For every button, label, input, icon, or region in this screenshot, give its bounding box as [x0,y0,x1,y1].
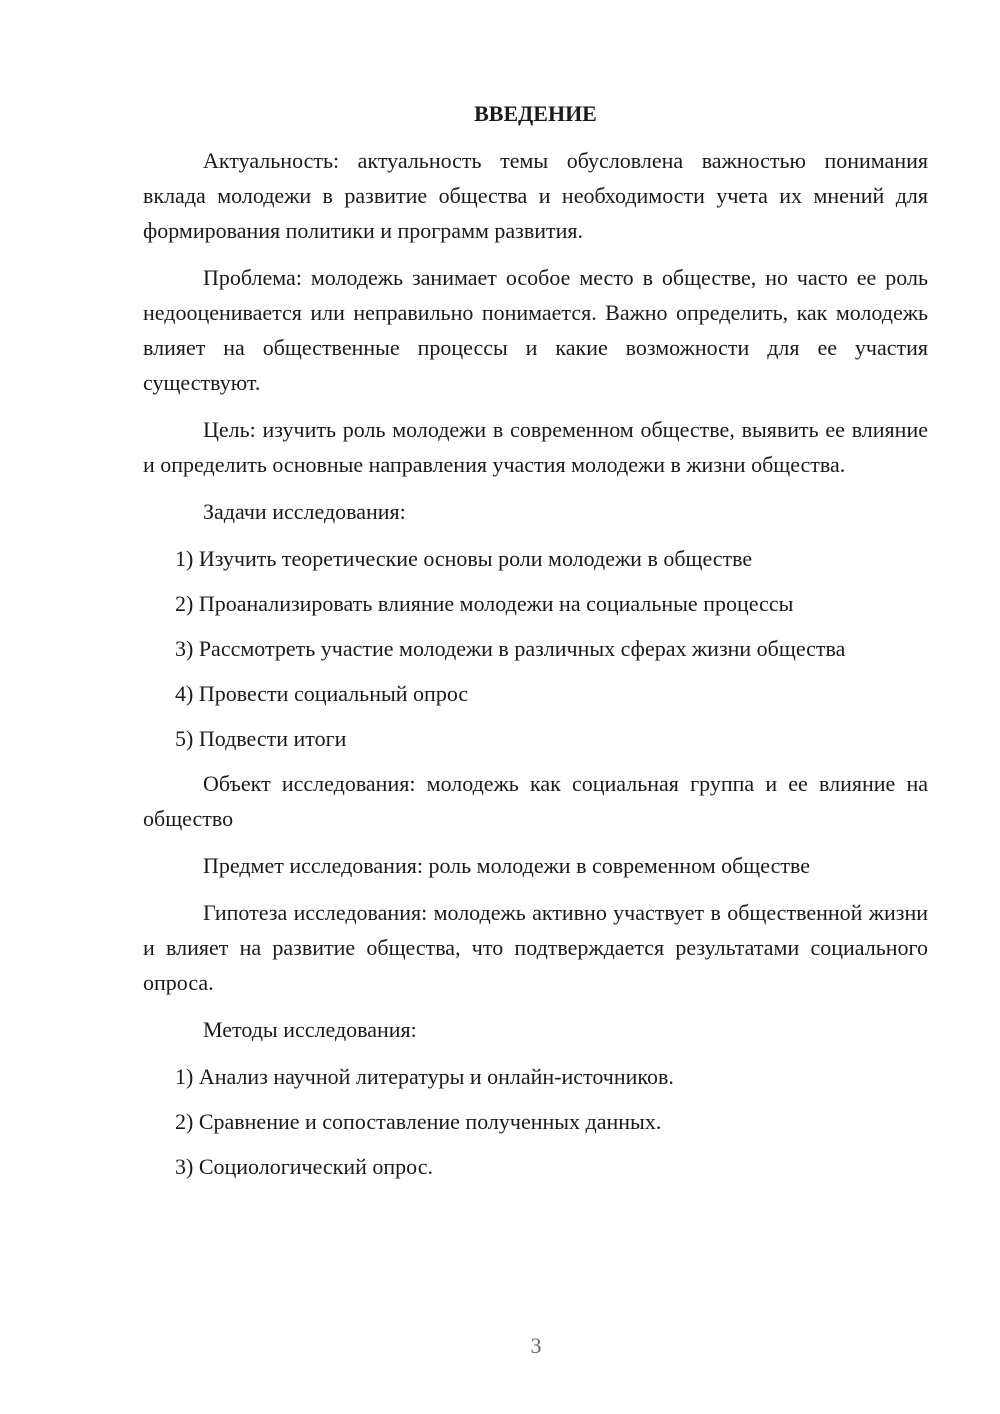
method-item: 2) Сравнение и сопоставление полученных данных. [175,1109,662,1134]
object-paragraph: Объект исследования: молодежь как социальная группа и ее влияние на общество [143,771,928,831]
page-content [143,96,928,1194]
section-heading: ВВЕДЕНИЕ [474,101,597,126]
problem-paragraph: Проблема: молодежь занимает особое место в обществе, но часто ее роль недооценивается или неправильно понимается. Важно определить, как молодежь влияет на общественные процессы и какие возможности для ее участия существуют. [143,265,928,395]
task-item: 1) Изучить теоретические основы роли молодежи в обществе [175,546,753,571]
task-item: 3) Рассмотреть участие молодежи в различных сферах жизни общества [175,636,846,661]
method-item: 1) Анализ научной литературы и онлайн-источников. [175,1064,674,1089]
relevance-paragraph: Актуальность: актуальность темы обусловлена важностью понимания вклада молодежи в развитие общества и необходимости учета их мнений для формирования политики и программ развития. [143,148,928,243]
method-item: 3) Социологический опрос. [175,1154,433,1179]
task-item: 5) Подвести итоги [175,726,347,751]
subject-paragraph: Предмет исследования: роль молодежи в современном обществе [203,853,810,878]
goal-paragraph: Цель: изучить роль молодежи в современном обществе, выявить ее влияние и определить основные направления участия молодежи в жизни общества. [143,417,928,477]
hypothesis-paragraph: Гипотеза исследования: молодежь активно участвует в общественной жизни и влияет на развитие общества, что подтверждается результатами социального опроса. [143,900,928,995]
task-item: 4) Провести социальный опрос [175,681,469,706]
tasks-title: Задачи исследования: [203,499,406,524]
task-item: 2) Проанализировать влияние молодежи на социальные процессы [175,591,794,616]
page-number: 3 [530,1333,542,1358]
methods-title: Методы исследования: [203,1017,417,1042]
